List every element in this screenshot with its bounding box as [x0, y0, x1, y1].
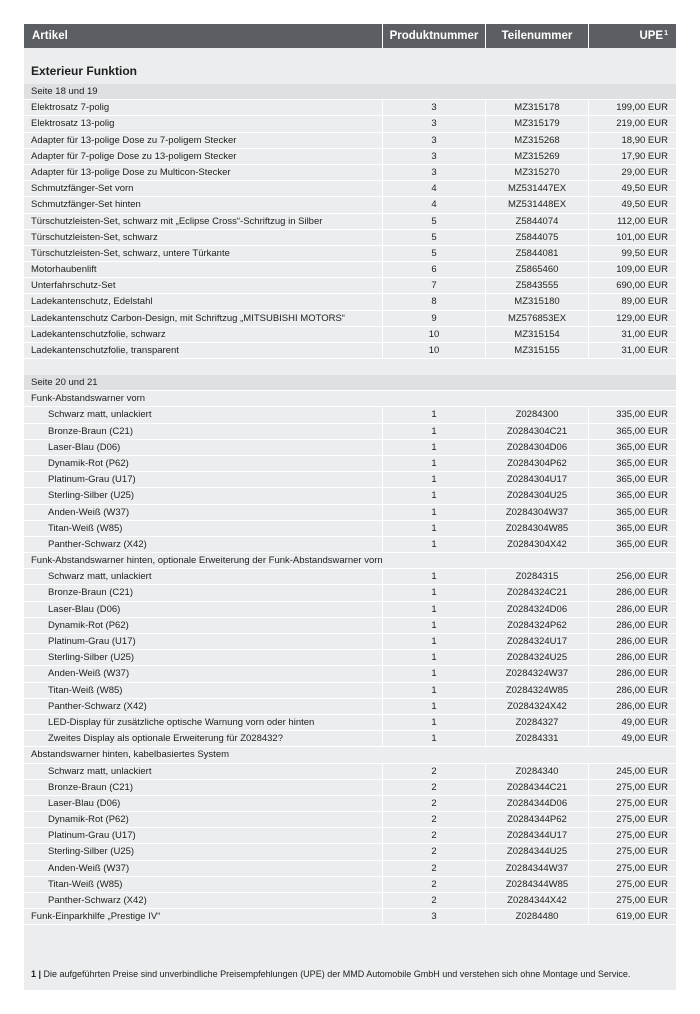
cell-artikel: Laser-Blau (D06): [48, 603, 121, 615]
cell-produktnummer: 1: [382, 602, 485, 617]
cell-produktnummer: 2: [382, 844, 485, 859]
cell-artikel: Zweites Display als optionale Erweiterung für Z028432?: [48, 733, 283, 745]
cell-produktnummer: 3: [382, 149, 485, 164]
cell-upe: 690,00 EUR: [588, 278, 676, 293]
table-row: [24, 699, 676, 715]
cell-teilenummer: Z0284304U25: [485, 488, 588, 503]
cell-produktnummer: 4: [382, 197, 485, 212]
cell-artikel: Schmutzfänger-Set hinten: [31, 199, 141, 211]
table-row: [24, 424, 676, 440]
cell-teilenummer: Z0284300: [485, 407, 588, 422]
table-row: [24, 844, 676, 860]
cell-produktnummer: 2: [382, 796, 485, 811]
cell-artikel: Türschutzleisten-Set, schwarz mit „Eclipse Cross“-Schriftzug in Silber: [31, 215, 323, 227]
cell-teilenummer: Z0284324W37: [485, 666, 588, 681]
subgroup-header: [24, 553, 676, 569]
cell-upe: 49,00 EUR: [588, 715, 676, 730]
cell-teilenummer: Z0284344C21: [485, 780, 588, 795]
cell-produktnummer: 1: [382, 699, 485, 714]
cell-produktnummer: 4: [382, 181, 485, 196]
cell-upe: 365,00 EUR: [588, 521, 676, 536]
cell-upe: 365,00 EUR: [588, 440, 676, 455]
cell-upe: 365,00 EUR: [588, 505, 676, 520]
cell-upe: 99,50 EUR: [588, 246, 676, 261]
cell-upe: 335,00 EUR: [588, 407, 676, 422]
cell-artikel: Dynamik-Rot (P62): [48, 814, 129, 826]
cell-produktnummer: 10: [382, 343, 485, 358]
subgroup-header: [24, 747, 676, 763]
cell-teilenummer: Z0284324C21: [485, 585, 588, 600]
table-row: [24, 780, 676, 796]
cell-artikel: Panther-Schwarz (X42): [48, 895, 147, 906]
upe-label: UPE: [639, 30, 664, 42]
cell-produktnummer: 2: [382, 812, 485, 827]
cell-teilenummer: Z0284324U17: [485, 634, 588, 649]
cell-teilenummer: Z0284304D06: [485, 440, 588, 455]
cell-artikel: Schwarz matt, unlackiert: [48, 409, 152, 421]
cell-teilenummer: Z0284480: [485, 909, 588, 924]
cell-produktnummer: 3: [382, 100, 485, 115]
cell-artikel: Schwarz matt, unlackiert: [48, 571, 152, 583]
cell-produktnummer: 5: [382, 214, 485, 229]
cell-artikel: Laser-Blau (D06): [48, 441, 121, 453]
group-header: [24, 84, 676, 100]
cell-artikel: Panther-Schwarz (X42): [48, 700, 147, 712]
cell-upe: 31,00 EUR: [588, 327, 676, 342]
cell-teilenummer: MZ315155: [485, 343, 588, 358]
table-row: [24, 505, 676, 521]
table-row: [24, 618, 676, 634]
cell-teilenummer: Z0284344W85: [485, 877, 588, 892]
cell-produktnummer: 1: [382, 715, 485, 730]
cell-upe: 31,00 EUR: [588, 343, 676, 358]
table-row: [24, 230, 676, 246]
cell-produktnummer: 9: [382, 311, 485, 326]
cell-teilenummer: MZ315269: [485, 149, 588, 164]
section-title: Exterieur Funktion: [31, 64, 138, 78]
cell-artikel: Bronze-Braun (C21): [48, 781, 134, 793]
col-header-produktnummer: Produktnummer: [382, 24, 485, 48]
cell-artikel: Ladekantenschutzfolie, schwarz: [31, 328, 166, 340]
table-row: [24, 537, 676, 553]
cell-upe: 365,00 EUR: [588, 424, 676, 439]
cell-upe: 199,00 EUR: [588, 100, 676, 115]
cell-produktnummer: 5: [382, 246, 485, 261]
cell-artikel: Bronze-Braun (C21): [48, 425, 134, 437]
cell-upe: 365,00 EUR: [588, 488, 676, 503]
table-row: [24, 165, 676, 181]
table-row: [24, 181, 676, 197]
cell-teilenummer: Z0284304X42: [485, 537, 588, 552]
cell-produktnummer: 1: [382, 407, 485, 422]
cell-produktnummer: 3: [382, 133, 485, 148]
table-row: [24, 197, 676, 213]
cell-artikel: Adapter für 7-polige Dose zu 13-poligem Stecker: [31, 150, 237, 162]
cell-upe: 89,00 EUR: [588, 294, 676, 309]
cell-upe: 275,00 EUR: [588, 844, 676, 859]
table-row: [24, 262, 676, 278]
cell-upe: 286,00 EUR: [588, 666, 676, 681]
cell-artikel: Elektrosatz 7-polig: [31, 102, 110, 114]
cell-upe: 29,00 EUR: [588, 165, 676, 180]
subgroup-header-label: Abstandswarner hinten, kabelbasiertes System: [31, 749, 230, 761]
table-row: [24, 488, 676, 504]
cell-artikel: Motorhaubenlift: [31, 264, 97, 276]
cell-teilenummer: Z0284304C21: [485, 424, 588, 439]
cell-teilenummer: Z0284327: [485, 715, 588, 730]
cell-artikel: Panther-Schwarz (X42): [48, 538, 147, 550]
cell-artikel: Elektrosatz 13-polig: [31, 118, 115, 130]
cell-teilenummer: Z5843555: [485, 278, 588, 293]
cell-upe: 619,00 EUR: [588, 909, 676, 924]
cell-artikel: Platinum-Grau (U17): [48, 474, 136, 486]
table-row: [24, 828, 676, 844]
cell-produktnummer: 2: [382, 877, 485, 892]
cell-teilenummer: MZ531448EX: [485, 197, 588, 212]
table-row: [24, 812, 676, 828]
cell-teilenummer: Z0284315: [485, 569, 588, 584]
cell-teilenummer: MZ315270: [485, 165, 588, 180]
cell-artikel: Sterling-Silber (U25): [48, 652, 135, 664]
cell-artikel: Bronze-Braun (C21): [48, 587, 134, 599]
cell-artikel: Sterling-Silber (U25): [48, 846, 135, 858]
cell-teilenummer: MZ315180: [485, 294, 588, 309]
footnote: [31, 969, 630, 979]
cell-produktnummer: 5: [382, 230, 485, 245]
subgroup-header-label: Funk-Abstandswarner vorn: [31, 393, 146, 405]
table-row: [24, 877, 676, 893]
cell-artikel: Schwarz matt, unlackiert: [48, 765, 152, 777]
cell-artikel: Platinum-Grau (U17): [48, 636, 136, 647]
cell-upe: 275,00 EUR: [588, 893, 676, 908]
cell-teilenummer: Z0284304W37: [485, 505, 588, 520]
cell-upe: 245,00 EUR: [588, 764, 676, 779]
cell-produktnummer: 1: [382, 618, 485, 633]
cell-teilenummer: Z0284344U17: [485, 828, 588, 843]
cell-produktnummer: 1: [382, 731, 485, 746]
cell-artikel: Ladekantenschutzfolie, transparent: [31, 345, 179, 356]
col-header-artikel: Artikel: [32, 30, 68, 42]
cell-teilenummer: MZ315154: [485, 327, 588, 342]
table-row: [24, 650, 676, 666]
table-row: [24, 472, 676, 488]
table-row: [24, 666, 676, 682]
cell-produktnummer: 1: [382, 456, 485, 471]
cell-upe: 275,00 EUR: [588, 812, 676, 827]
cell-upe: 17,90 EUR: [588, 149, 676, 164]
cell-artikel: Dynamik-Rot (P62): [48, 619, 129, 631]
table-row: [24, 521, 676, 537]
table-row: [24, 100, 676, 116]
cell-produktnummer: 1: [382, 472, 485, 487]
cell-upe: 18,90 EUR: [588, 133, 676, 148]
cell-artikel: Platinum-Grau (U17): [48, 830, 136, 842]
cell-produktnummer: 3: [382, 165, 485, 180]
cell-produktnummer: 1: [382, 537, 485, 552]
cell-teilenummer: Z5844081: [485, 246, 588, 261]
cell-upe: 275,00 EUR: [588, 828, 676, 843]
col-header-upe: [588, 24, 676, 48]
cell-produktnummer: 6: [382, 262, 485, 277]
cell-teilenummer: Z0284304P62: [485, 456, 588, 471]
table-row: [24, 764, 676, 780]
table-row: [24, 327, 676, 343]
cell-artikel: Dynamik-Rot (P62): [48, 457, 129, 469]
cell-artikel: Anden-Weiß (W37): [48, 668, 130, 680]
cell-produktnummer: 8: [382, 294, 485, 309]
cell-artikel: Titan-Weiß (W85): [48, 878, 123, 890]
col-header-teilenummer: Teilenummer: [485, 24, 588, 48]
cell-teilenummer: Z0284331: [485, 731, 588, 746]
cell-upe: 275,00 EUR: [588, 796, 676, 811]
cell-produktnummer: 2: [382, 861, 485, 876]
cell-artikel: Türschutzleisten-Set, schwarz: [31, 231, 158, 243]
cell-upe: 286,00 EUR: [588, 602, 676, 617]
cell-produktnummer: 1: [382, 488, 485, 503]
table-row: [24, 116, 676, 132]
cell-upe: 275,00 EUR: [588, 861, 676, 876]
cell-artikel: Anden-Weiß (W37): [48, 506, 130, 518]
cell-artikel: Schmutzfänger-Set vorn: [31, 183, 134, 195]
cell-produktnummer: 1: [382, 666, 485, 681]
cell-produktnummer: 1: [382, 521, 485, 536]
cell-upe: 101,00 EUR: [588, 230, 676, 245]
footnote-number: 1 |: [31, 969, 42, 979]
cell-upe: 275,00 EUR: [588, 877, 676, 892]
cell-teilenummer: Z0284344D06: [485, 796, 588, 811]
cell-produktnummer: 7: [382, 278, 485, 293]
table-header: [24, 24, 676, 48]
cell-upe: 286,00 EUR: [588, 650, 676, 665]
cell-teilenummer: Z0284344U25: [485, 844, 588, 859]
cell-artikel: Anden-Weiß (W37): [48, 862, 130, 874]
table-row: [24, 214, 676, 230]
cell-teilenummer: Z0284344P62: [485, 812, 588, 827]
cell-upe: 275,00 EUR: [588, 780, 676, 795]
cell-produktnummer: 3: [382, 116, 485, 131]
table-row: [24, 634, 676, 650]
cell-artikel: Laser-Blau (D06): [48, 797, 121, 809]
cell-artikel: Türschutzleisten-Set, schwarz, untere Türkante: [31, 247, 230, 259]
cell-teilenummer: MZ576853EX: [485, 311, 588, 326]
cell-upe: 129,00 EUR: [588, 311, 676, 326]
cell-artikel: Sterling-Silber (U25): [48, 490, 135, 502]
cell-upe: 219,00 EUR: [588, 116, 676, 131]
cell-teilenummer: Z0284324D06: [485, 602, 588, 617]
cell-upe: 109,00 EUR: [588, 262, 676, 277]
table-row: [24, 909, 676, 925]
cell-upe: 365,00 EUR: [588, 456, 676, 471]
group-header-label: Seite 20 und 21: [31, 377, 98, 388]
table-row: [24, 407, 676, 423]
cell-teilenummer: Z5844074: [485, 214, 588, 229]
table-row: [24, 133, 676, 149]
cell-produktnummer: 1: [382, 569, 485, 584]
cell-artikel: Ladekantenschutz Carbon-Design, mit Schriftzug „MITSUBISHI MOTORS“: [31, 312, 345, 324]
cell-upe: 112,00 EUR: [588, 214, 676, 229]
cell-upe: 256,00 EUR: [588, 569, 676, 584]
cell-upe: 286,00 EUR: [588, 618, 676, 633]
cell-teilenummer: Z0284324U25: [485, 650, 588, 665]
cell-teilenummer: Z0284304W85: [485, 521, 588, 536]
cell-upe: 286,00 EUR: [588, 699, 676, 714]
cell-artikel: Titan-Weiß (W85): [48, 684, 123, 696]
cell-teilenummer: MZ315179: [485, 116, 588, 131]
cell-teilenummer: Z5865460: [485, 262, 588, 277]
cell-upe: 49,00 EUR: [588, 731, 676, 746]
table-row: [24, 683, 676, 699]
cell-upe: 49,50 EUR: [588, 181, 676, 196]
cell-teilenummer: Z0284324X42: [485, 699, 588, 714]
cell-produktnummer: 3: [382, 909, 485, 924]
table-row: [24, 246, 676, 262]
table-row: [24, 715, 676, 731]
cell-produktnummer: 1: [382, 440, 485, 455]
table-row: [24, 149, 676, 165]
group-header: [24, 375, 676, 391]
cell-produktnummer: 1: [382, 585, 485, 600]
subgroup-header-label: Funk-Abstandswarner hinten, optionale Erweiterung der Funk-Abstandswarner vorn: [31, 555, 383, 567]
cell-teilenummer: Z0284344X42: [485, 893, 588, 908]
cell-teilenummer: MZ531447EX: [485, 181, 588, 196]
cell-produktnummer: 1: [382, 683, 485, 698]
cell-upe: 286,00 EUR: [588, 683, 676, 698]
cell-produktnummer: 1: [382, 634, 485, 649]
cell-upe: 365,00 EUR: [588, 472, 676, 487]
cell-produktnummer: 2: [382, 893, 485, 908]
cell-artikel: Funk-Einparkhilfe „Prestige IV“: [31, 911, 161, 923]
cell-teilenummer: MZ315268: [485, 133, 588, 148]
table-row: [24, 294, 676, 310]
cell-teilenummer: Z0284340: [485, 764, 588, 779]
cell-produktnummer: 2: [382, 828, 485, 843]
table-row: [24, 861, 676, 877]
table-block-seite-20-21: [24, 375, 676, 925]
cell-produktnummer: 1: [382, 505, 485, 520]
cell-teilenummer: Z5844075: [485, 230, 588, 245]
table-row: [24, 569, 676, 585]
footnote-text: Die aufgeführten Preise sind unverbindliche Preisempfehlungen (UPE) der MMD Automobile GmbH und verstehen sich ohne Montage und Service.: [41, 969, 631, 979]
cell-artikel: Adapter für 13-polige Dose zu Multicon-Stecker: [31, 166, 231, 178]
cell-teilenummer: Z0284324W85: [485, 683, 588, 698]
table-row: [24, 278, 676, 294]
table-block-seite-18-19: [24, 84, 676, 359]
table-row: [24, 585, 676, 601]
cell-artikel: LED-Display für zusätzliche optische Warnung vorn oder hinten: [48, 716, 315, 728]
table-row: [24, 343, 676, 359]
table-row: [24, 311, 676, 327]
table-row: [24, 731, 676, 747]
cell-produktnummer: 10: [382, 327, 485, 342]
cell-artikel: Titan-Weiß (W85): [48, 522, 123, 534]
cell-produktnummer: 2: [382, 764, 485, 779]
cell-artikel: Adapter für 13-polige Dose zu 7-poligem Stecker: [31, 134, 237, 146]
cell-teilenummer: Z0284344W37: [485, 861, 588, 876]
cell-upe: 49,50 EUR: [588, 197, 676, 212]
cell-teilenummer: MZ315178: [485, 100, 588, 115]
table-row: [24, 440, 676, 456]
cell-upe: 365,00 EUR: [588, 537, 676, 552]
subgroup-header: [24, 391, 676, 407]
cell-produktnummer: 1: [382, 650, 485, 665]
cell-teilenummer: Z0284324P62: [485, 618, 588, 633]
cell-produktnummer: 1: [382, 424, 485, 439]
cell-produktnummer: 2: [382, 780, 485, 795]
group-header-label: Seite 18 und 19: [31, 86, 98, 97]
cell-artikel: Unterfahrschutz-Set: [31, 280, 116, 292]
table-row: [24, 456, 676, 472]
table-row: [24, 602, 676, 618]
cell-upe: 286,00 EUR: [588, 634, 676, 649]
table-row: [24, 796, 676, 812]
cell-upe: 286,00 EUR: [588, 585, 676, 600]
table-row: [24, 893, 676, 909]
footnote-marker: 1: [664, 30, 668, 37]
cell-teilenummer: Z0284304U17: [485, 472, 588, 487]
cell-artikel: Ladekantenschutz, Edelstahl: [31, 296, 153, 308]
